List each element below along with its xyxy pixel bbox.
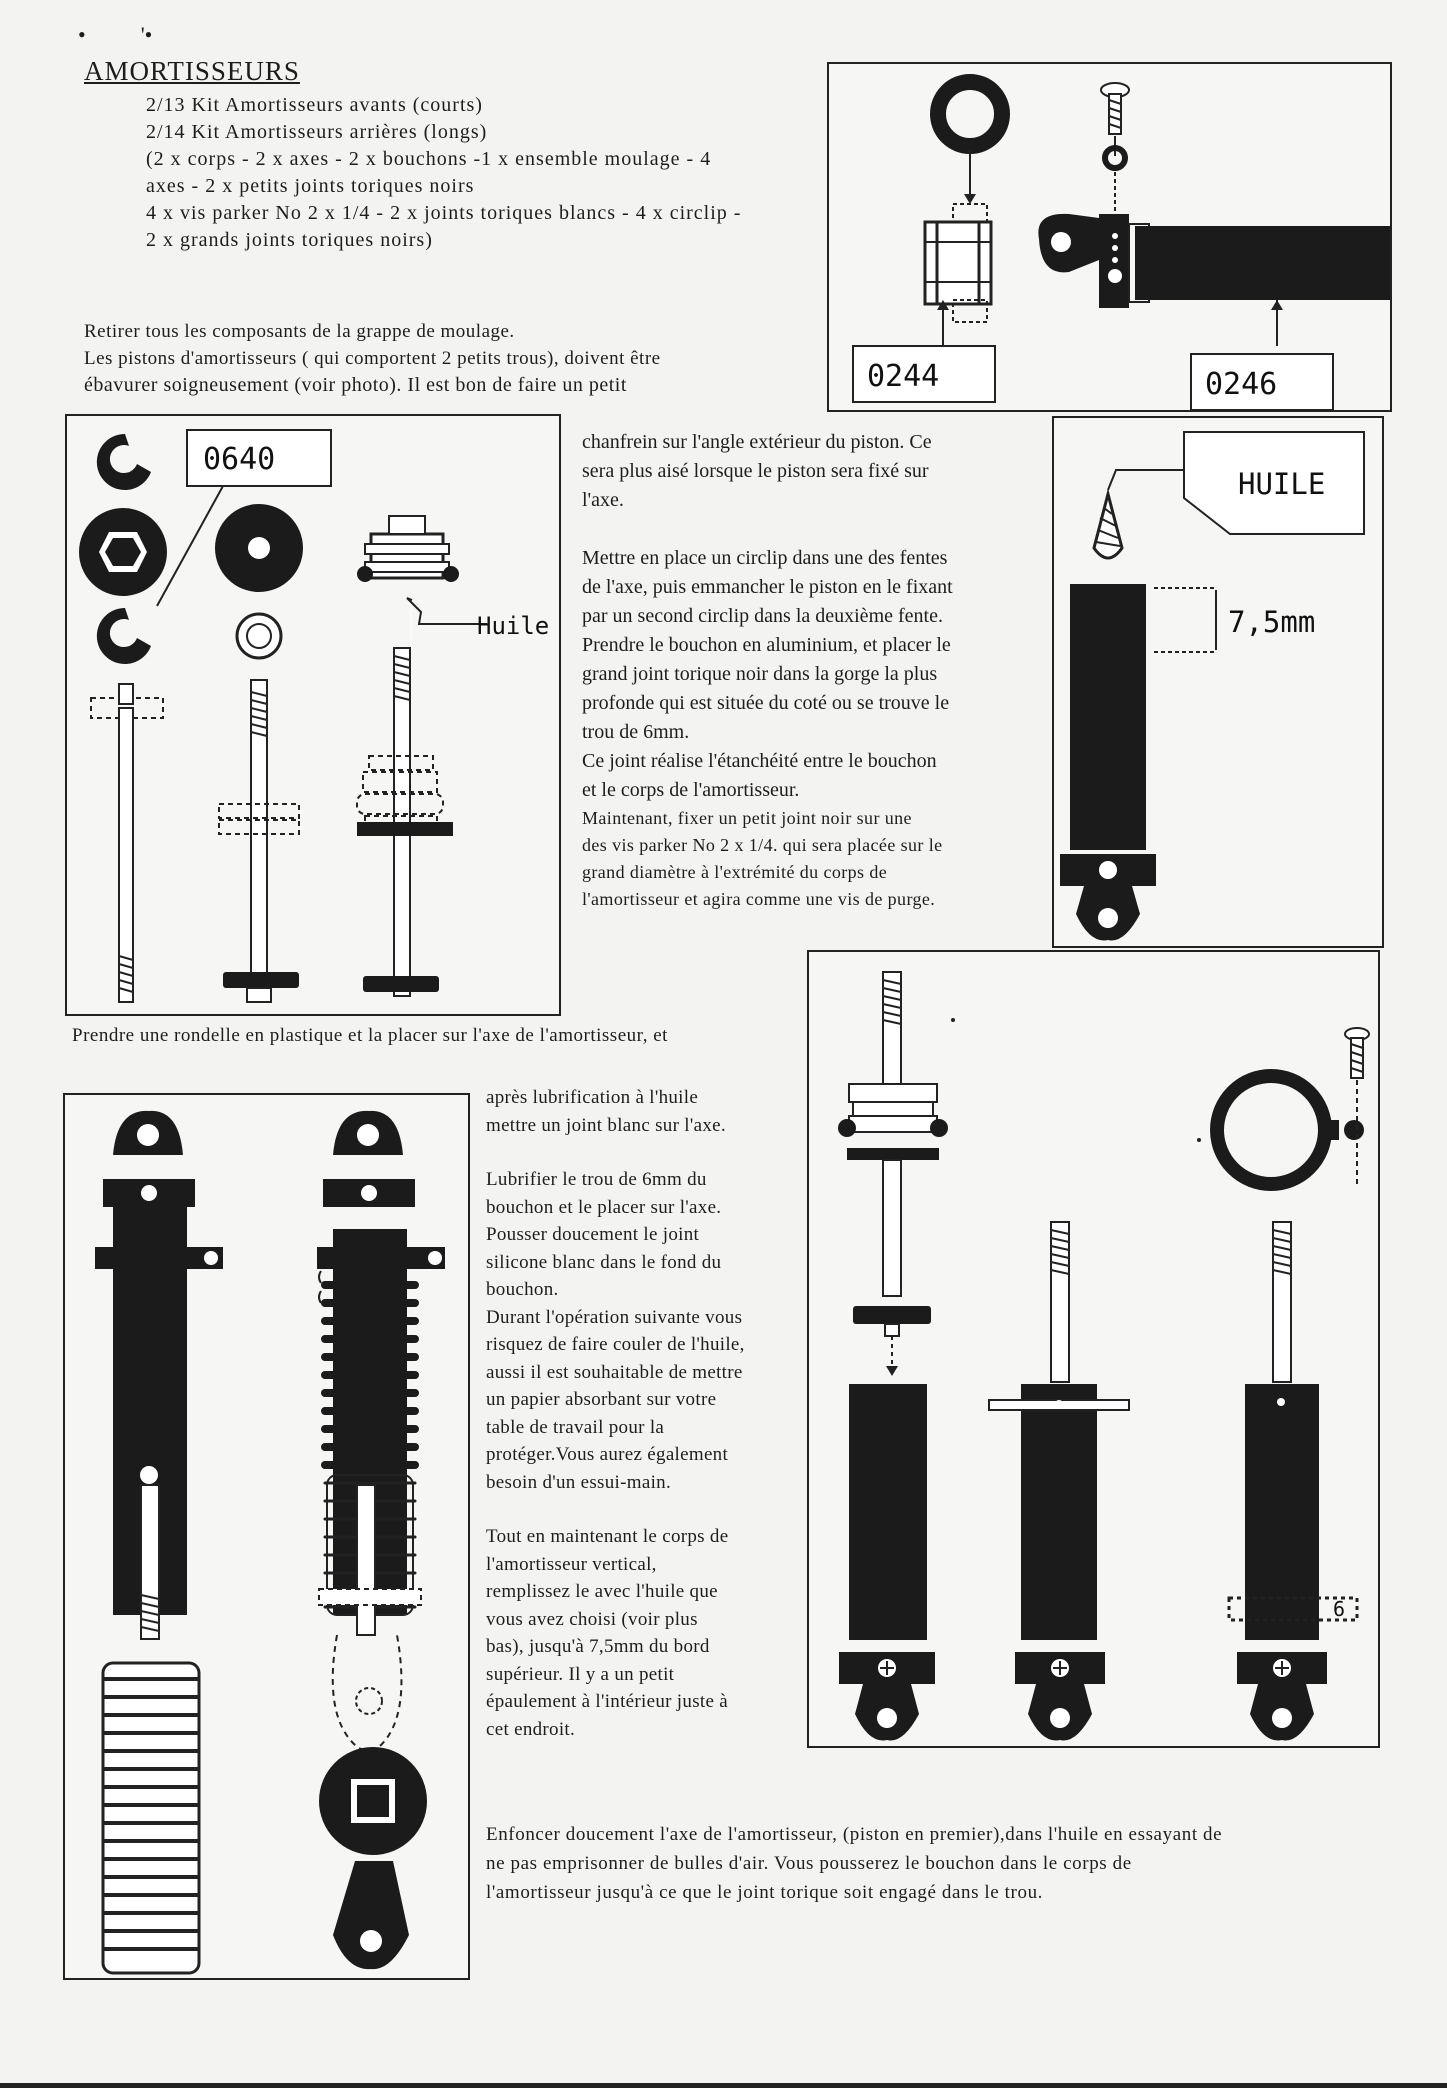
text-line: l'amortisseur jusqu'à ce que le joint torique soit engagé dans le trou. [486,1882,1044,1903]
text-line: grand joint torique noir dans la gorge la plus [582,663,938,685]
text-line: l'amortisseur vertical, [486,1553,657,1575]
text-line: Tout en maintenant le corps de [486,1526,729,1547]
text-line: des vis parker No 2 x 1/4. qui sera placée sur le [582,835,943,855]
text-line: sera plus aisé lorsque le piston sera fixé sur [582,460,929,482]
figure-cap-and-body [827,62,1392,412]
screw-icon [1345,1028,1369,1078]
text-line: Mettre en place un circlip dans une des fentes [582,547,948,569]
kit-line: 2/13 Kit Amortisseurs avants (courts) [146,94,483,116]
text-line: protéger.Vous aurez également [486,1444,729,1465]
figure-piston-rod [65,414,561,1016]
fill-height-label: 7,5mm [1228,605,1316,639]
text-line: aussi il est souhaitable de mettre [486,1361,743,1383]
text-line: besoin d'un essui-main. [486,1471,671,1493]
kit-line: 2/14 Kit Amortisseurs arrières (longs) [146,121,488,143]
text-line: épaulement à l'intérieur juste à [486,1691,728,1712]
part-label-0244: 0244 [867,359,940,394]
text-line: mettre un joint blanc sur l'axe. [486,1114,726,1136]
scan-edge [0,2083,1447,2088]
part-label-0640: 0640 [203,442,276,477]
intro-text [84,318,661,399]
text-line: profonde qui est située du coté ou se trouve le [582,692,950,714]
intro-line: Retirer tous les composants de la grappe de moulage. [84,321,515,342]
kit-line: axes - 2 x petits joints toriques noirs [146,175,475,197]
text-line: bouchon. [486,1279,559,1300]
text-line: Enfoncer doucement l'axe de l'amortisseur, (piston en premier),dans l'huile en essayant de [486,1824,1223,1845]
text-line: ne pas emprisonner de bulles d'air. Vous pousserez le bouchon dans le corps de [486,1853,1132,1874]
kit-list [146,92,741,254]
intro-line: ébavurer soigneusement (voir photo). Il est bon de faire un petit [84,374,627,396]
text-line: trou de 6mm. [582,721,690,743]
text-line: bas), jusqu'à 7,5mm du bord [486,1636,710,1657]
kit-line: 4 x vis parker No 2 x 1/4 - 2 x joints toriques blancs - 4 x circlip - [146,202,742,224]
washer-instruction: Prendre une rondelle en plastique et la placer sur l'axe de l'amortisseur, et [72,1025,668,1046]
text-line: un papier absorbant sur votre [486,1389,717,1410]
text-line: Lubrifier le trou de 6mm du [486,1169,707,1190]
page-title: AMORTISSEURS [84,56,300,86]
text-line: chanfrein sur l'angle extérieur du piston. Ce [582,431,932,453]
text-line [486,1496,745,1523]
final-instruction [486,1820,1222,1907]
text-line: Pousser doucement le joint [486,1224,700,1245]
text-line: Ce joint réalise l'étanchéité entre le bouchon [582,750,937,772]
text-line: remplissez le avec l'huile que [486,1581,718,1602]
hole-label: 6 [1333,1597,1346,1621]
text-line: supérieur. Il y a un petit [486,1663,675,1685]
text-line: et le corps de l'amortisseur. [582,779,800,801]
oil-filling-text [486,1084,745,1743]
text-line: Prendre le bouchon en aluminium, et placer le [582,634,951,656]
text-line: l'axe. [582,489,624,511]
oil-label-caps: HUILE [1238,467,1326,501]
text-line: risquez de faire couler de l'huile, [486,1334,745,1355]
text-line: table de travail pour la [486,1416,665,1438]
oil-label: Huile [477,612,550,640]
text-line: cet endroit. [486,1718,576,1740]
text-line: Durant l'opération suivante vous [486,1306,743,1328]
assembly-text [582,428,953,913]
text-line: silicone blanc dans le fond du [486,1251,722,1273]
scan-speck: • '• [78,22,153,47]
figure-assembled-shocks [63,1093,470,1980]
part-label-0246: 0246 [1205,367,1278,402]
spring-icon [103,1663,199,1973]
text-line [486,1139,745,1166]
figure-oil-fill [1052,416,1384,948]
text-line: l'amortisseur et agira comme une vis de purge. [582,889,936,909]
intro-line: Les pistons d'amortisseurs ( qui comportent 2 petits trous), doivent être [84,348,661,369]
text-line: de l'axe, puis emmancher le piston en le fixant [582,576,953,598]
text-line: Maintenant, fixer un petit joint noir sur une [582,808,912,828]
kit-line: 2 x grands joints toriques noirs) [146,229,433,251]
text-line: bouchon et le placer sur l'axe. [486,1196,722,1218]
text-line: grand diamètre à l'extrémité du corps de [582,862,888,882]
text-line: par un second circlip dans la deuxième fente. [582,605,943,627]
text-line: vous avez choisi (voir plus [486,1608,698,1630]
text-line [582,515,953,544]
kit-line: (2 x corps - 2 x axes - 2 x bouchons -1 x ensemble moulage - 4 [146,148,712,170]
figure-shock-bodies [807,950,1380,1748]
text-line: après lubrification à l'huile [486,1087,699,1108]
